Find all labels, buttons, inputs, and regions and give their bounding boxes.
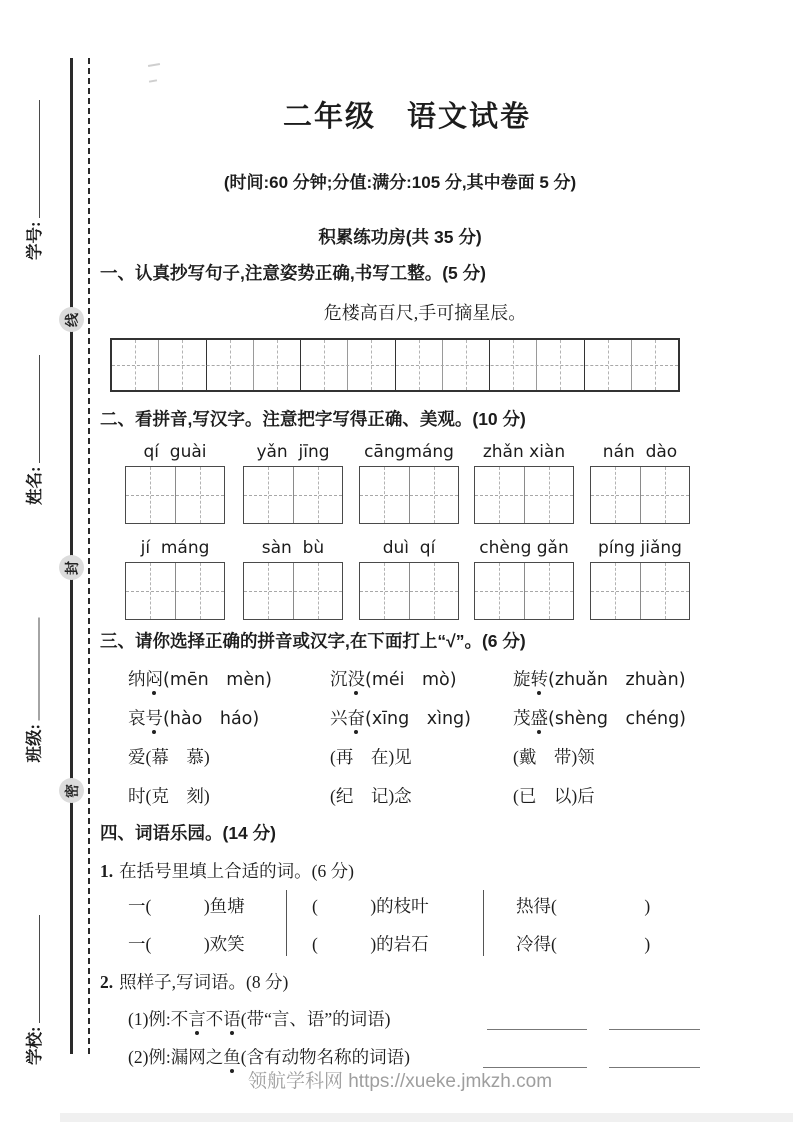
pinyin-write-group	[359, 538, 459, 620]
write-box	[590, 466, 690, 524]
seal-line-dashed	[88, 58, 90, 1054]
fill-word-cell: 一( )鱼塘	[128, 896, 245, 916]
seal-char-feng: 封	[65, 560, 81, 575]
write-cell	[410, 467, 459, 523]
choice-item	[330, 705, 471, 730]
write-box	[243, 466, 343, 524]
answer-blank	[609, 1029, 700, 1030]
column-divider	[286, 890, 287, 956]
pinyin-label: nán dào	[602, 442, 678, 462]
name-field	[21, 355, 45, 505]
pinyin-label: qí guài	[143, 442, 207, 462]
choice-item	[128, 666, 272, 691]
copy-grid-cell	[396, 340, 443, 390]
stray-mark	[149, 79, 157, 82]
choice-item	[330, 744, 412, 769]
seal-char-xian: 线	[65, 312, 81, 327]
seal-badge-feng	[59, 555, 84, 580]
example-text: 不	[205, 1009, 224, 1029]
class-label: 班级:	[24, 724, 44, 763]
seal-badge-mi	[59, 778, 84, 803]
pinyin-write-group	[359, 442, 459, 524]
pinyin-write-group	[125, 538, 225, 620]
choice-word: 沉	[330, 669, 348, 689]
section2-heading: 二、看拼音,写汉字。注意把字写得正确、美观。(10 分)	[100, 409, 526, 429]
write-cell	[475, 563, 525, 619]
choice-word-dotted: 闷	[145, 669, 163, 689]
choice-options: (克 刻)	[145, 786, 210, 806]
write-cell	[294, 467, 343, 523]
pinyin-label: yǎn jīng	[256, 442, 330, 462]
copy-grid-cell	[301, 340, 348, 390]
pinyin-label: sàn bù	[261, 538, 325, 558]
copy-grid-cell	[490, 340, 537, 390]
pinyin-label: cāngmáng	[364, 442, 454, 462]
copy-grid-cell	[585, 340, 632, 390]
write-cell	[591, 563, 641, 619]
section1-heading: 一、认真抄写句子,注意姿势正确,书写工整。(5 分)	[100, 263, 486, 283]
seal-char-mi: 密	[65, 783, 81, 798]
item1-heading	[100, 858, 354, 883]
choice-item	[513, 705, 686, 730]
choice-options: (戴 带)领	[513, 747, 595, 767]
write-cell	[410, 563, 459, 619]
example-text: (1)例:不	[128, 1009, 189, 1029]
choice-word: 时	[128, 786, 146, 806]
name-blank	[25, 355, 40, 464]
choice-word-dotted: 盛	[530, 708, 548, 728]
choice-options: (mēn mèn)	[163, 670, 272, 690]
part-banner: 积累练功房(共 35 分)	[318, 227, 482, 247]
fill-word-cell: ( )的岩石	[312, 934, 429, 954]
choice-options: (hào háo)	[163, 709, 260, 729]
dotted-char: 鱼	[223, 1047, 241, 1067]
write-cell	[360, 467, 410, 523]
pinyin-write-group	[243, 442, 343, 524]
copy-grid	[110, 338, 680, 392]
dotted-char: 言	[188, 1009, 206, 1029]
copy-grid-cell	[207, 340, 254, 390]
choice-options: (幕 慕)	[145, 747, 210, 767]
fill-word-cell: 一( )欢笑	[128, 934, 245, 954]
choice-options: (已 以)后	[513, 786, 595, 806]
write-cell	[475, 467, 525, 523]
stray-mark	[148, 63, 160, 67]
example-text: (带“言、语”的词语)	[240, 1009, 391, 1029]
write-cell	[360, 563, 410, 619]
choice-options: (méi mò)	[365, 670, 457, 690]
school-field	[21, 915, 45, 1065]
pinyin-label: píng jiǎng	[598, 538, 682, 558]
example-line-1	[128, 1006, 390, 1031]
write-cell	[176, 467, 225, 523]
class-blank	[25, 618, 40, 722]
school-label: 学校:	[25, 1026, 44, 1065]
write-cell	[126, 563, 176, 619]
fill-word-cell: ( )的枝叶	[312, 896, 429, 916]
write-cell	[525, 467, 574, 523]
choice-word: 茂	[513, 708, 531, 728]
fill-word-cell: 冷得( )	[516, 934, 651, 954]
pinyin-label: chèng gǎn	[479, 538, 569, 558]
choice-item	[330, 783, 412, 808]
pinyin-write-group	[590, 442, 690, 524]
write-box	[474, 562, 574, 620]
choice-item	[128, 783, 210, 808]
dotted-char: 语	[223, 1009, 241, 1029]
write-cell	[126, 467, 176, 523]
choice-item	[128, 705, 259, 730]
section4-heading: 四、词语乐园。(14 分)	[100, 823, 276, 843]
write-cell	[176, 563, 225, 619]
write-cell	[244, 563, 294, 619]
write-cell	[525, 563, 574, 619]
fill-word-cell: 热得( )	[516, 896, 651, 916]
student-id-blank	[25, 101, 40, 219]
choice-item	[330, 666, 457, 691]
name-label: 姓名:	[25, 466, 44, 505]
class-field	[21, 618, 45, 763]
pinyin-label: duì qí	[382, 538, 436, 558]
write-cell	[591, 467, 641, 523]
item1-text: 在括号里填上合适的词。(6 分)	[119, 861, 354, 881]
item2-number: 2.	[100, 972, 114, 992]
pinyin-write-group	[590, 538, 690, 620]
example-text: (2)例:漏网之	[128, 1047, 224, 1067]
pinyin-write-group	[474, 538, 574, 620]
pinyin-write-group	[243, 538, 343, 620]
copy-grid-cell	[254, 340, 301, 390]
choice-options: (zhuǎn zhuàn)	[548, 670, 686, 690]
copy-grid-cell	[537, 340, 584, 390]
choice-options: (shèng chéng)	[548, 709, 687, 729]
watermark: 领航学科网 https://xueke.jmkzh.com	[247, 1071, 553, 1092]
write-cell	[244, 467, 294, 523]
choice-item	[513, 783, 595, 808]
item2-heading	[100, 969, 288, 994]
section3-heading: 三、请你选择正确的拼音或汉字,在下面打上“√”。(6 分)	[100, 631, 526, 651]
exam-info: (时间:60 分钟;分值:满分:105 分,其中卷面 5 分)	[223, 173, 577, 192]
pinyin-write-group	[125, 442, 225, 524]
choice-item	[513, 744, 595, 769]
copy-sentence: 危楼高百尺,手可摘星辰。	[323, 303, 527, 323]
column-divider	[483, 890, 484, 956]
copy-grid-cell	[348, 340, 395, 390]
choice-word: 哀	[128, 708, 146, 728]
choice-options: (纪 记)念	[330, 786, 412, 806]
answer-blank	[487, 1029, 587, 1030]
choice-word: 纳	[128, 669, 146, 689]
footer-bar	[60, 1113, 793, 1122]
item2-text: 照样子,写词语。(8 分)	[119, 972, 289, 992]
write-cell	[294, 563, 343, 619]
write-box	[243, 562, 343, 620]
choice-options: (再 在)见	[330, 747, 412, 767]
pinyin-label: jí máng	[140, 538, 210, 558]
example-text: (含有动物名称的词语)	[240, 1047, 410, 1067]
choice-word-dotted: 奋	[347, 708, 365, 728]
choice-word-dotted: 号	[145, 708, 163, 728]
school-blank	[25, 915, 40, 1024]
student-id-label: 学号:	[25, 221, 44, 260]
write-box	[474, 466, 574, 524]
choice-word: 旋	[513, 669, 531, 689]
choice-item	[128, 744, 210, 769]
choice-word: 兴	[330, 708, 348, 728]
choice-word-dotted: 转	[530, 669, 548, 689]
write-cell	[641, 563, 690, 619]
write-box	[125, 562, 225, 620]
copy-grid-cell	[112, 340, 159, 390]
copy-grid-cell	[632, 340, 678, 390]
choice-word-dotted: 没	[347, 669, 365, 689]
write-box	[359, 562, 459, 620]
seal-badge-xian	[59, 307, 84, 332]
write-box	[590, 562, 690, 620]
choice-options: (xīng xìng)	[365, 709, 471, 729]
pinyin-label: zhǎn xiàn	[482, 442, 566, 462]
choice-word: 爱	[128, 747, 146, 767]
write-cell	[641, 467, 690, 523]
page-title: 二年级 语文试卷	[282, 101, 531, 133]
write-box	[125, 466, 225, 524]
pinyin-write-group	[474, 442, 574, 524]
student-id-field	[21, 100, 45, 260]
choice-item	[513, 666, 686, 691]
copy-grid-cell	[443, 340, 490, 390]
write-box	[359, 466, 459, 524]
copy-grid-cell	[159, 340, 206, 390]
item1-number: 1.	[100, 861, 114, 881]
